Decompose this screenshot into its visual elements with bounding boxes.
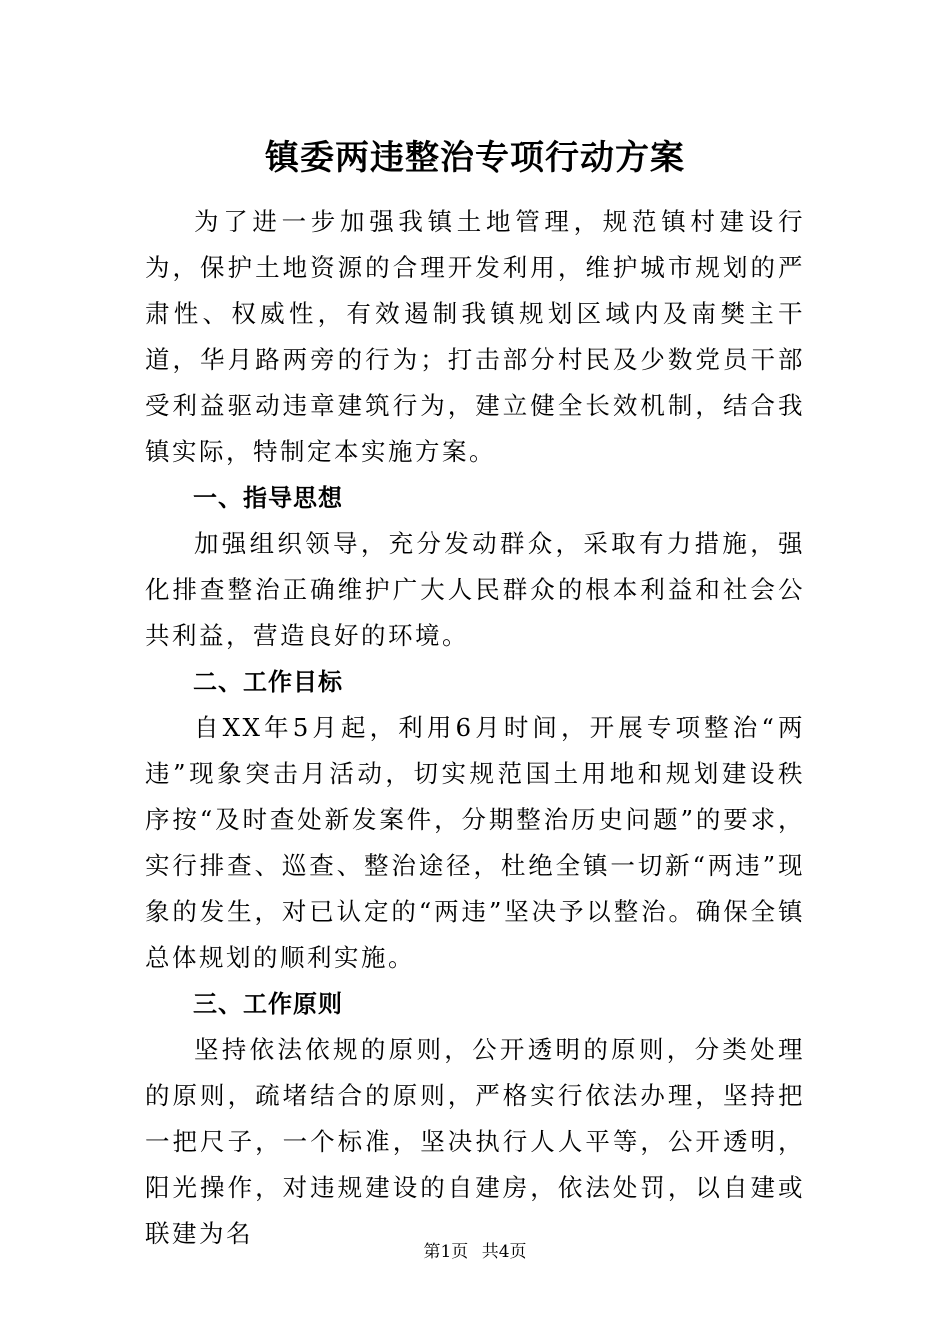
page-total: 共4页 xyxy=(481,1242,527,1262)
section-heading-work-principles: 三、工作原则 xyxy=(193,990,343,1018)
section-heading-work-goals: 二、工作目标 xyxy=(193,668,343,696)
section-paragraph-guiding-ideology: 加强组织领导，充分发动群众，采取有力措施，强化排查整治正确维护广大人民群众的根本利益和社会公共利益，营造良好的环境。 xyxy=(145,529,805,650)
page-number: 第1页 xyxy=(423,1242,469,1262)
intro-paragraph: 为了进一步加强我镇土地管理，规范镇村建设行为，保护土地资源的合理开发利用，维护城市规划的严肃性、权威性，有效遏制我镇规划区域内及南樊主干道，华月路两旁的行为；打击部分村民及少数党员干部受利益驱动违章建筑行为，建立健全长效机制，结合我镇实际，特制定本实施方案。 xyxy=(145,207,805,466)
section-heading-guiding-ideology: 一、指导思想 xyxy=(193,484,343,512)
document-body xyxy=(145,199,805,1257)
page-footer xyxy=(0,1240,950,1264)
document-title: 镇委两违整治专项行动方案 xyxy=(265,138,685,178)
section-paragraph-work-principles: 坚持依法依规的原则，公开透明的原则，分类处理的原则，疏堵结合的原则，严格实行依法办理，坚持把一把尺子，一个标准，坚决执行人人平等，公开透明，阳光操作，对违规建设的自建房，依法处罚，以自建或联建为名 xyxy=(145,1035,805,1248)
section-paragraph-work-goals: 自XX年5月起，利用6月时间，开展专项整治“两违”现象突击月活动，切实规范国土用地和规划建设秩序按“及时查处新发案件，分期整治历史问题”的要求，实行排查、巡查、整治途径，杜绝全镇一切新“两违”现象的发生，对已认定的“两违”坚决予以整治。确保全镇总体规划的顺利实施。 xyxy=(145,713,805,972)
